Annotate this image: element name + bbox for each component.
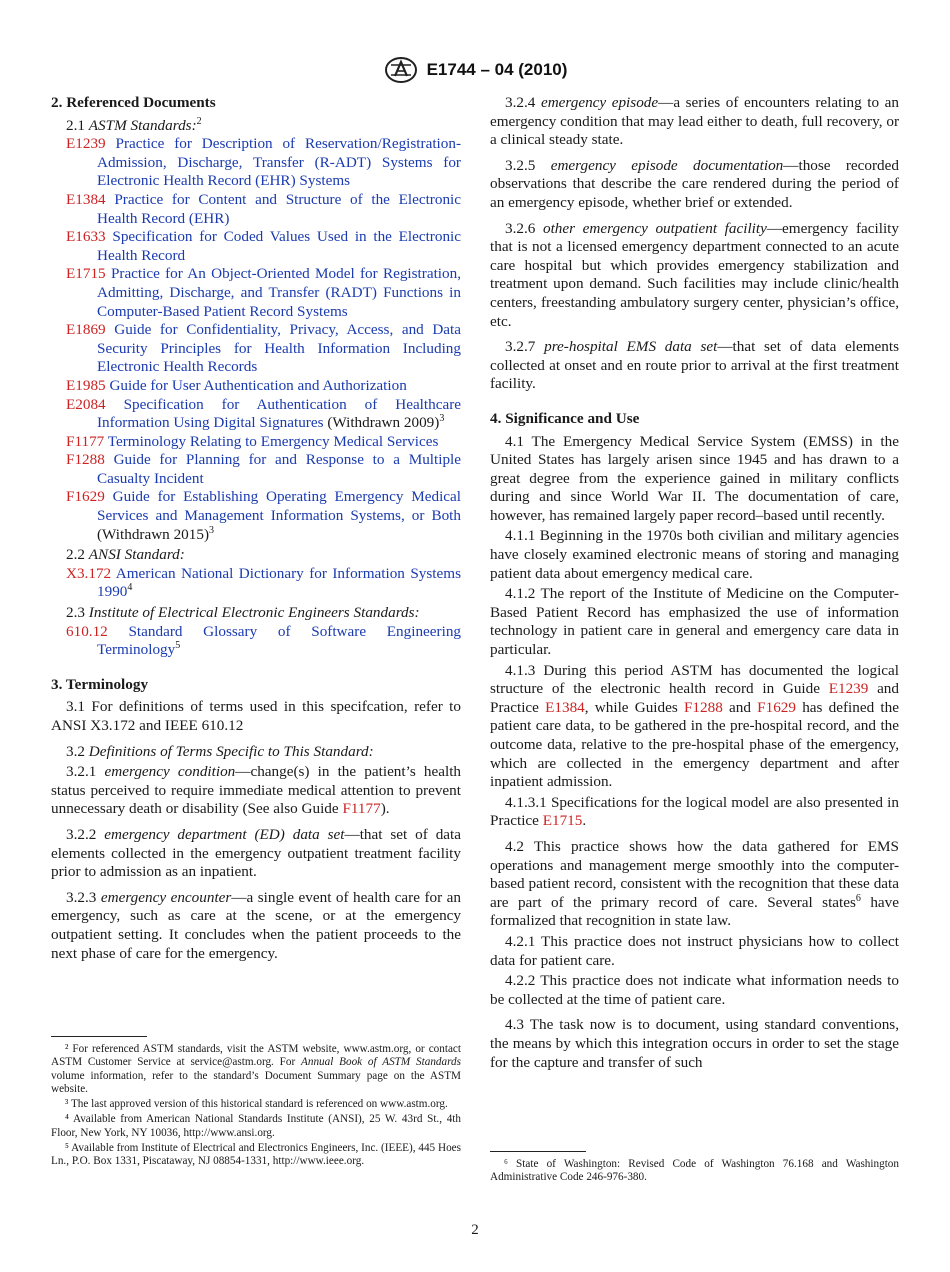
reference-code[interactable]: F1629 <box>66 488 105 506</box>
reference-item[interactable]: 610.12 Standard Glossary of Software Engineering Terminology$^5$ <box>66 622 462 659</box>
astm-standards-label: 2.1 ASTM Standards:$^2$ <box>66 115 202 134</box>
reference-title[interactable]: Guide for Planning for and Response to a Multiple Casualty Incident <box>97 451 462 487</box>
reference-code[interactable]: 610.12 <box>66 622 108 640</box>
ansi-reference-list <box>51 565 461 602</box>
reference-code[interactable]: E2084 <box>66 395 106 413</box>
astm-reference-list <box>51 135 461 544</box>
reference-item[interactable] <box>66 228 461 265</box>
cross-reference-link[interactable]: F1288 <box>683 698 723 716</box>
reference-title[interactable]: Specification for Coded Values Used in the Electronic Health Record <box>97 228 462 264</box>
reference-title[interactable]: Guide for Establishing Operating Emergency Medical Services and Management Information Systems, or Both <box>97 488 461 525</box>
footnotes-left <box>51 1036 461 1171</box>
reference-title[interactable]: Terminology Relating to Emergency Medical Services <box>107 432 439 450</box>
footnote-marker: 3 <box>209 524 214 536</box>
reference-item[interactable] <box>66 451 461 488</box>
cross-reference-link[interactable]: F1629 <box>757 698 796 716</box>
reference-code[interactable]: E1384 <box>66 190 106 208</box>
withdrawn-note: (Withdrawn 2015) <box>97 525 209 543</box>
reference-code[interactable]: F1288 <box>66 451 105 469</box>
reference-item[interactable] <box>66 433 461 452</box>
section-4-heading: 4. Significance and Use <box>490 409 640 427</box>
cross-reference-link[interactable]: E1239 <box>828 680 869 698</box>
reference-title[interactable]: Practice for Content and Structure of the Electronic Health Record (EHR) <box>97 190 462 227</box>
reference-item[interactable] <box>66 396 461 433</box>
paragraph-4-1: 4.1 The Emergency Medical Service System (EMSS) in the United States has largely arisen since 1945 and has drawn to a great degree from the experience gained in military conflicts during and since World War II. The documentation of care, however, has remained largely paper record–based until recently. <box>490 432 899 524</box>
reference-title[interactable]: Guide for User Authentication and Authorization <box>109 376 407 394</box>
page-number: 2 <box>471 1222 479 1238</box>
paragraph-4-2-2: 4.2.2 This practice does not indicate what information needs to be collected at the time of patient care. <box>490 972 899 1008</box>
cross-reference-link[interactable]: E1715 <box>542 812 583 830</box>
ansi-standard-label: 2.2 ANSI Standard: <box>66 546 185 564</box>
paragraph-4-1-2: 4.1.2 The report of the Institute of Medicine on the Computer-Based Patient Record has emphasized the use of information technology in patient care in general and emergency care data in particular. <box>490 585 899 659</box>
section-3-heading: 3. Terminology <box>51 675 149 693</box>
ieee-reference-list <box>51 623 461 660</box>
astm-logo-icon <box>383 56 419 84</box>
reference-title[interactable]: Practice for An Object-Oriented Model for Registration, Admitting, Discharge, and Transfer (RADT) Functions in Computer-Based Patient Record Systems <box>97 265 461 320</box>
reference-code[interactable]: F1177 <box>66 432 105 450</box>
paragraph-4-1-3: 4.1.3 During this period ASTM has documented the logical structure of the electronic health record in Guide E1239 and Practice E1384, while Guides F1288 and F1629 has defined the patient care data, to be gathered in the pre-hospital record, and the outcome data, relative to the pre-hospital phase of the emergency, which are collected in the emergency department and after inpatient admission. <box>490 661 899 791</box>
paragraph-3-2-5: 3.2.5 emergency episode documentation—those recorded observations that describe the care rendered during the period of an emergency episode, whether brief or extended. <box>490 156 899 211</box>
reference-item[interactable] <box>66 377 461 396</box>
paragraph-3-2-7: 3.2.7 pre-hospital EMS data set—that set of data elements collected at onset and en route prior to arrival at the first treatment facility. <box>490 338 900 393</box>
paragraph-4-1-1: 4.1.1 Beginning in the 1970s both civilian and military agencies have closely examined electronic means of storing and managing patient data about emergency medical care. <box>490 527 899 582</box>
paragraph-3-2-4: 3.2.4 emergency episode—a series of encounters relating to an emergency condition that may lead either to death, full recovery, or a clinical steady state. <box>490 94 900 149</box>
paragraph-3-2-2: 3.2.2 emergency department (ED) data set—that set of data elements collected in the emergency outpatient treatment facility prior to admission as an inpatient. <box>51 825 462 881</box>
reference-code[interactable]: X3.172 <box>66 564 112 582</box>
paragraph-3-2-6: 3.2.6 other emergency outpatient facility—emergency facility that is not a licensed emergency department connected to an acute care hospital but which provides emergency stabilization and treatment upon demand. Such facilities may include clinic/health centers, freestanding ambulatory surgery center, physician’s office, etc. <box>490 219 899 330</box>
section-2-heading: 2. Referenced Documents <box>51 94 216 111</box>
footnote-divider <box>51 1036 147 1037</box>
reference-code[interactable]: E1633 <box>66 228 106 246</box>
cross-reference-link[interactable]: F1177 <box>342 800 381 818</box>
document-id: E1744 – 04 (2010) <box>426 60 568 79</box>
reference-code[interactable]: E1985 <box>66 376 106 394</box>
footnote-6: ⁶ State of Washington: Revised Code of Washington 76.168 and Washington Administrative Code 246-976-380. <box>490 1158 899 1184</box>
footnote-2: ² For referenced ASTM standards, visit the ASTM website, www.astm.org, or contact ASTM Customer Service at service@astm.org. For Annual Book of ASTM Standards volume information, refer to the standard’s Document Summary page on the ASTM website. <box>51 1043 461 1095</box>
left-column <box>51 94 461 970</box>
paragraph-4-2: 4.2 This practice shows how the data gathered for EMS operations and management merge smoothly into the computer-based patient record, consistent with the recognition that these data are part of the primary record of care. Several states$^6$ have formalized that recognition in state law. <box>490 837 900 930</box>
footnote-divider <box>490 1151 586 1152</box>
page-header <box>0 56 950 84</box>
reference-title[interactable]: American National Dictionary for Information Systems 1990 <box>97 564 461 601</box>
reference-title[interactable]: Guide for Confidentiality, Privacy, Access, and Data Security Principles for Health Information Including Electronic Health Records <box>97 321 461 376</box>
paragraph-3-2-3: 3.2.3 emergency encounter—a single event of health care for an emergency, such as care at the scene, or at the emergency outpatient setting. It concludes when the patient proceeds to the next phase of care for the emergency. <box>51 888 461 962</box>
reference-item[interactable] <box>66 488 461 544</box>
reference-title[interactable]: Practice for Description of Reservation/Registration-Admission, Discharge, Transfer (R-ADT) Systems for Electronic Health Record (EHR) Systems <box>97 135 462 190</box>
reference-item[interactable] <box>66 135 461 191</box>
footnote-5: ⁵ Available from Institute of Electrical and Electronics Engineers, Inc. (IEEE), 445 Hoes Ln., P.O. Box 1331, Piscataway, NJ 08854-1331, http://www.ieee.org. <box>51 1142 461 1168</box>
paragraph-4-2-1: 4.2.1 This practice does not instruct physicians how to collect data for patient care. <box>490 932 899 969</box>
footnote-4: ⁴ Available from American National Standards Institute (ANSI), 25 W. 43rd St., 4th Floor, New York, NY 10036, http://www.ansi.org. <box>51 1113 461 1139</box>
footnote-marker: 3 <box>439 413 445 425</box>
reference-item[interactable] <box>66 191 461 228</box>
cross-reference-link[interactable]: E1384 <box>545 698 585 716</box>
reference-title[interactable]: Standard Glossary of Software Engineering Terminology <box>97 622 462 659</box>
paragraph-3-2: 3.2 Definitions of Terms Specific to This Standard: <box>66 742 374 760</box>
reference-title[interactable]: Specification for Authentication of Healthcare Information Using Digital Signatures <box>97 395 462 432</box>
paragraph-3-2-1: 3.2.1 emergency condition—change(s) in the patient’s health status perceived to require immediate medical attention to prevent unnecessary death or disability (See also Guide F1177). <box>51 763 462 818</box>
ieee-standards-label: 2.3 Institute of Electrical Electronic Engineers Standards: <box>66 604 420 622</box>
reference-item[interactable] <box>66 321 461 377</box>
withdrawn-note: (Withdrawn 2009) <box>327 414 440 432</box>
footnote-3: ³ The last approved version of this historical standard is referenced on www.astm.org. <box>65 1098 448 1111</box>
reference-item[interactable] <box>66 265 461 321</box>
reference-code[interactable]: E1869 <box>66 321 106 339</box>
right-column <box>490 94 899 1079</box>
footnotes-right <box>490 1151 899 1187</box>
paragraph-4-1-3-1: 4.1.3.1 Specifications for the logical model are also presented in Practice E1715. <box>490 793 899 830</box>
reference-code[interactable]: E1715 <box>66 265 106 283</box>
paragraph-4-3: 4.3 The task now is to document, using standard conventions, the means by which this integration occurs in order to set the stage for the capture and transfer of such <box>490 1016 899 1071</box>
paragraph-3-1: 3.1 For definitions of terms used in this specifcation, refer to ANSI X3.172 and IEEE 610.12 <box>51 698 461 734</box>
reference-code[interactable]: E1239 <box>66 135 106 153</box>
reference-item[interactable]: X3.172 American National Dictionary for Information Systems 1990$^4$ <box>66 564 461 601</box>
